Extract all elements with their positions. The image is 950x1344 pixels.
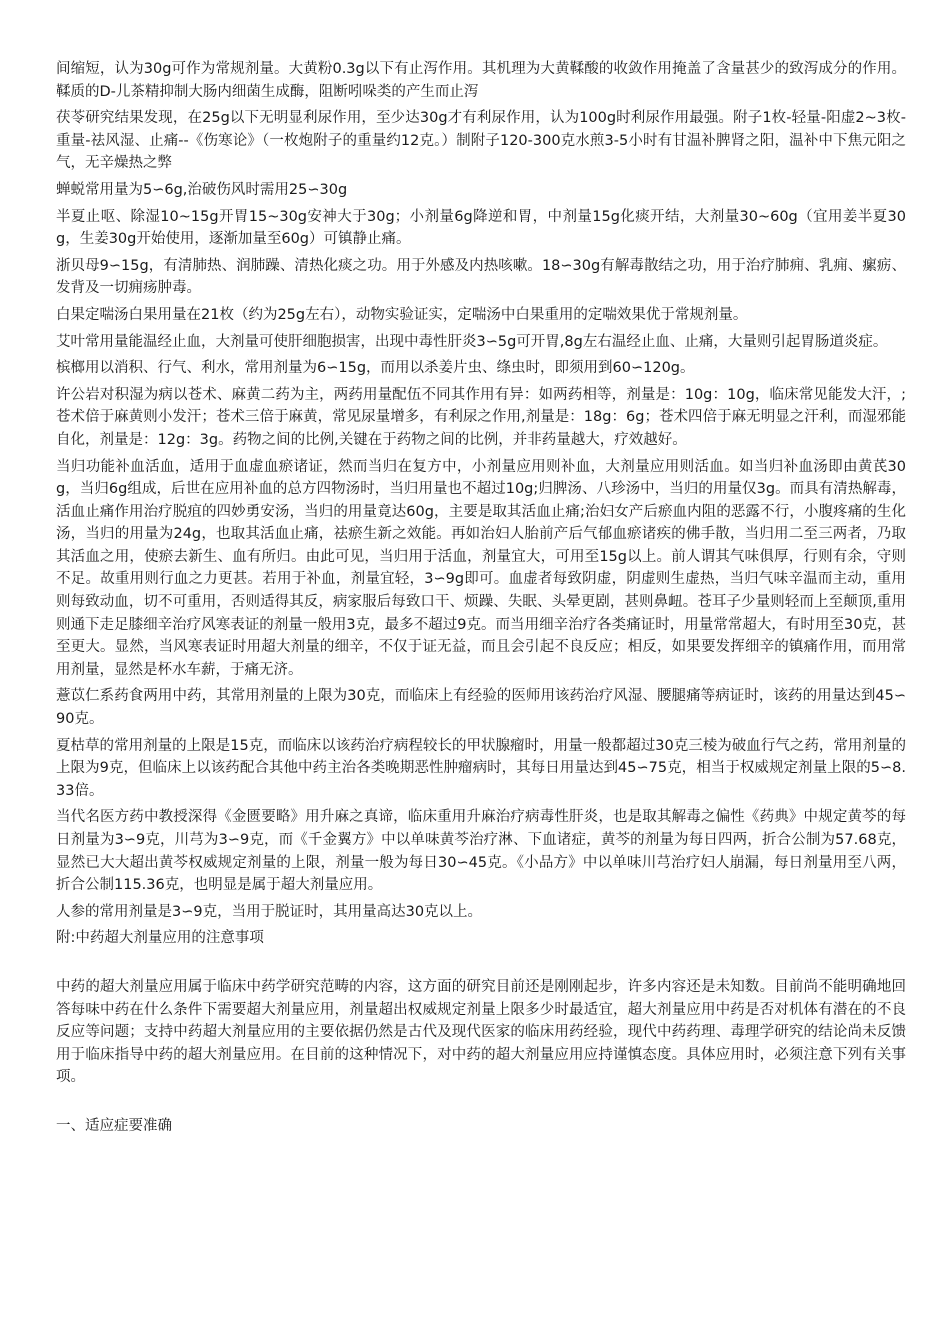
paragraph-binlang: 槟榔用以消积、行气、利水，常用剂量为6∽15g，而用以杀姜片虫、绦虫时，即须用到60∽120g。 — [56, 360, 695, 377]
paragraph-baiguo: 白果定喘汤白果用量在21枚（约为25g左右），动物实验证实，定喘汤中白果重用的定喘效果优于常规剂量。 — [56, 306, 748, 323]
paragraph-dahuang: 间缩短，认为30g可作为常规剂量。大黄粉0.3g以下有止泻作用。其机理为大黄鞣酸的收敛作用掩盖了含量甚少的致泻成分的作用。鞣质的D-儿茶精抑制大肠内细菌生成酶，阻断吲哚类的产生而止泻 — [56, 61, 906, 100]
paragraph-danggui: 当归功能补血活血，适用于血虚血瘀诸证，然而当归在复方中，小剂量应用则补血，大剂量应用则活血。如当归补血汤即由黄芪30g，当归6g组成，后世在应用补血的总方四物汤时，当归用量也不超过10g;归脾汤、八珍汤中，当归的用量仅3g。而具有清热解毒，活血止痛作用治疗脱疽的四妙勇安汤，当归的用量竟达60g，主要是取其活血止痛;治妇女产后瘀血内阻的恶露不行，小腹疼痛的生化汤，当归的用量为24g，也取其活血止痛，祛瘀生新之效能。再如治妇人胎前产后气郁血瘀诸疾的佛手散，当归用二至三两者，乃取其活血之用，使瘀去新生、血有所归。由此可见，当归用于活血，剂量宜大，可用至15g以上。前人谓其气味俱厚，行则有余，守则不足。故重用则行血之力更甚。若用于补血，剂量宜轻，3∽9g即可。血虚者每致阴虚，阴虚则生虚热，当归气味辛温而主动，重用则每致动血，切不可重用，否则适得其反，病家服后每致口干、烦躁、失眠、头晕更剧，甚则鼻衄。苍耳子少量则轻而上至颠顶,重用则通下走足膝细辛治疗风寒表证的剂量一般用3克，最多不超过9克。而当用细辛治疗各类痛证时，用量常常超大，有时用至30克，甚至更大。显然，当风寒表证时用超大剂量的细辛，不仅于证无益，而且会引起不良反应；相反，如果要发挥细辛的镇痛作用，而用常用剂量，显然是杯水车薪，于痛无济。 — [56, 458, 906, 678]
section-heading: 一、适应症要准确 — [56, 1117, 172, 1134]
document-page — [56, 58, 906, 1138]
blank-line — [56, 954, 906, 976]
paragraph-precautions-intro: 中药的超大剂量应用属于临床中药学研究范畴的内容，这方面的研究目前还是刚刚起步，许多内容还是未知数。目前尚不能明确地回答每味中药在什么条件下需要超大剂量应用，剂量超出权威规定剂量上限多少时最适宜，超大剂量应用中药是否对机体有潜在的不良反应等问题；支持中药超大剂量应用的主要依据仍然是古代及现代医家的临床用药经验，现代中药药理、毒理学研究的结论尚未反馈用于临床指导中药的超大剂量应用。在目前的这种情况下，对中药的超大剂量应用应持谨慎态度。具体应用时，必须注意下列有关事项。 — [56, 978, 906, 1086]
paragraph-renshen: 人参的常用剂量是3∽9克，当用于脱证时，其用量高达30克以上。 — [56, 903, 483, 920]
paragraph-yiyiren: 薏苡仁系药食两用中药，其常用剂量的上限为30克，而临床上有经验的医师用该药治疗风湿、腰腿痛等病证时，该药的用量达到45∽90克。 — [56, 688, 906, 728]
paragraph-aiye: 艾叶常用量能温经止血，大剂量可使肝细胞损害，出现中毒性肝炎3∽5g可开胃,8g左右温经止血、止痛，大量则引起胃肠道炎症。 — [56, 333, 888, 350]
appendix-title: 附:中药超大剂量应用的注意事项 — [56, 930, 264, 947]
paragraph-chantui: 蝉蜕常用量为5∽6g,治破伤风时需用25∽30g — [56, 181, 348, 198]
paragraph-shengma-huangqin: 当代名医方药中教授深得《金匮要略》用升麻之真谛，临床重用升麻治疗病毒性肝炎，也是取其解毒之偏性《药典》中规定黄芩的每日剂量为3∽9克，川芎为3∽9克，而《千金翼方》中以单味黄芩治疗淋、下血诸症，黄芩的剂量为每日四两，折合公制为57.68克，显然已大大超出黄芩权威规定剂量的上限，剂量一般为每日30∽45克。《小品方》中以单味川芎治疗妇人崩漏，每日剂量用至八两，折合公制115.36克，也明显是属于超大剂量应用。 — [56, 809, 906, 894]
paragraph-fuling-fuzi: 茯苓研究结果发现，在25g以下无明显利尿作用，至少达30g才有利尿作用，认为100g时利尿作用最强。附子1枚-轻量-阳虚2~3枚-重量-祛风湿、止痛--《伤寒论》（一枚炮附子的重量约12克。）制附子120-300克水煎3-5小时有甘温补脾肾之阳，温补中下焦元阳之气，无辛燥热之弊 — [56, 110, 906, 172]
paragraph-xiakucao: 夏枯草的常用剂量的上限是15克，而临床以该药治疗病程较长的甲状腺瘤时，用量一般都超过30克三棱为破血行气之药，常用剂量的上限为9克，但临床上以该药配合其他中药主治各类晚期恶性肿瘤病时，其每日用量达到45∽75克，相当于权威规定剂量上限的5∽8.33倍。 — [56, 737, 906, 799]
blank-line — [56, 1093, 906, 1115]
paragraph-zhebeimu: 浙贝母9∽15g，有清肺热、润肺躁、清热化痰之功。用于外感及内热咳嗽。18∽30g有解毒散结之功，用于治疗肺痈、乳痈、瘰疬、发背及一切痈疡肿毒。 — [56, 257, 906, 297]
paragraph-banxia: 半夏止呕、除湿10~15g开胃15~30g安神大于30g；小剂量6g降逆和胃，中剂量15g化痰开结，大剂量30~60g（宜用姜半夏30g，生姜30g开始使用，逐渐加量至60g）可镇静止痛。 — [56, 208, 906, 248]
paragraph-cangzhu-mahuang: 许公岩对积湿为病以苍术、麻黄二药为主，两药用量配伍不同其作用有异：如两药相等，剂量是：10g：10g，临床常见能发大汗，;苍术倍于麻黄则小发汗；苍术三倍于麻黄，常见尿量增多，有利尿之作用,剂量是：18g：6g；苍术四倍于麻无明显之汗利，而湿邪能自化，剂量是：12g：3g。药物之间的比例,关键在于药物之间的比例，并非药量越大，疗效越好。 — [56, 386, 906, 448]
